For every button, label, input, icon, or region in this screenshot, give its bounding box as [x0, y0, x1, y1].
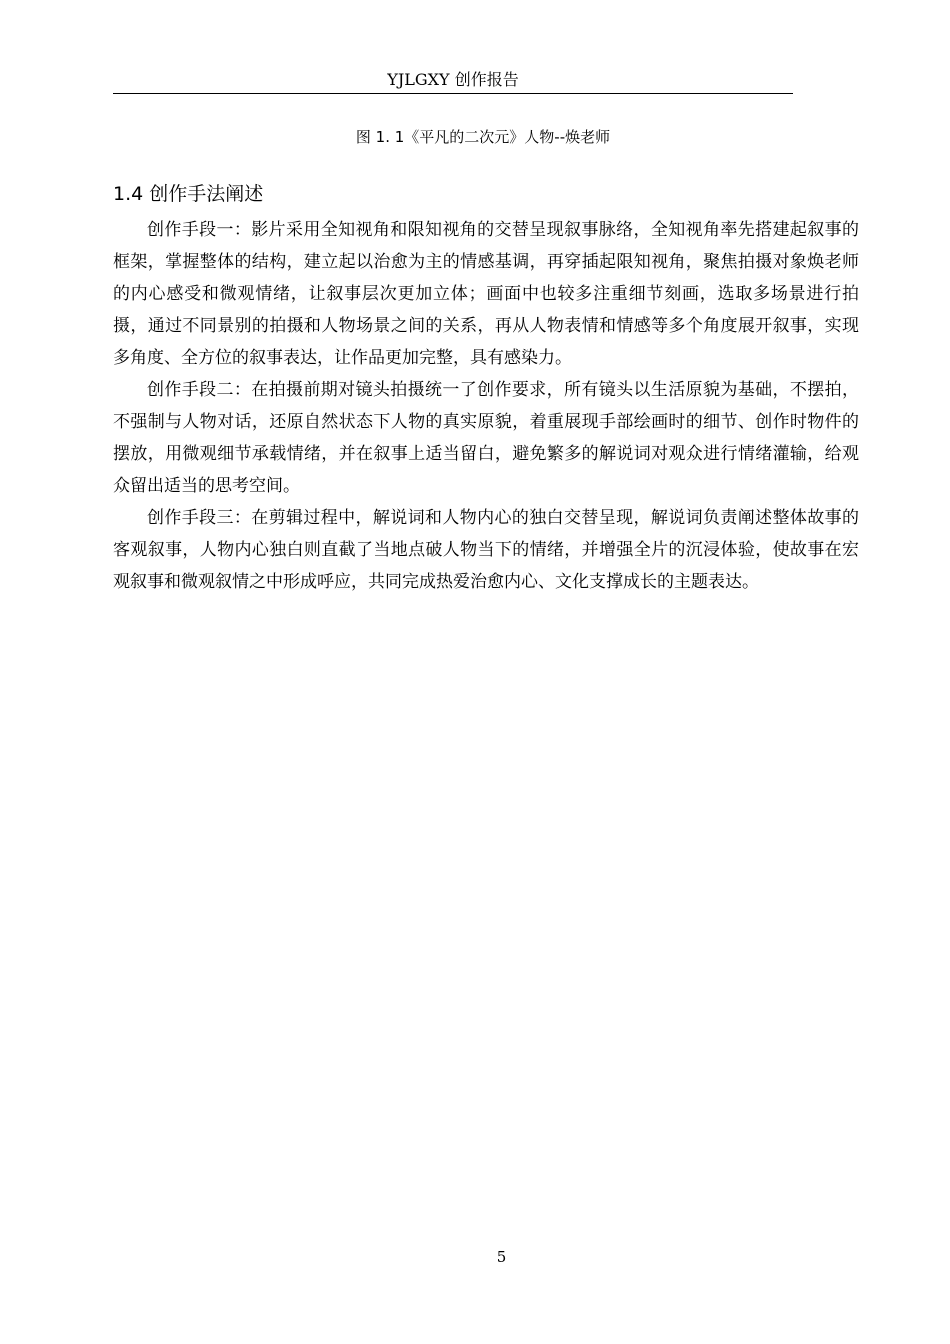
section-body [113, 214, 859, 598]
section-heading: 1.4 创作手法阐述 [113, 183, 264, 205]
paragraph-method-three: 创作手段三：在剪辑过程中，解说词和人物内心的独白交替呈现，解说词负责阐述整体故事的客观叙事，人物内心独白则直截了当地点破人物当下的情绪，并增强全片的沉浸体验，使故事在宏观叙事和微观叙情之中形成呼应，共同完成热爱治愈内心、文化支撑成长的主题表达。 [113, 508, 859, 592]
page-header: YJLGXY 创作报告 [387, 70, 519, 89]
header-divider [113, 93, 793, 94]
paragraph-method-one: 创作手段一：影片采用全知视角和限知视角的交替呈现叙事脉络，全知视角率先搭建起叙事的框架，掌握整体的结构，建立起以治愈为主的情感基调，再穿插起限知视角，聚焦拍摄对象焕老师的内心感受和微观情绪，让叙事层次更加立体；画面中也较多注重细节刻画，选取多场景进行拍摄，通过不同景别的拍摄和人物场景之间的关系，再从人物表情和情感等多个角度展开叙事，实现多角度、全方位的叙事表达，让作品更加完整，具有感染力。 [113, 220, 859, 368]
figure-caption: 图 1. 1《平凡的二次元》人物--焕老师 [355, 128, 611, 146]
paragraph-method-two: 创作手段二：在拍摄前期对镜头拍摄统一了创作要求，所有镜头以生活原貌为基础，不摆拍，不强制与人物对话，还原自然状态下人物的真实原貌，着重展现手部绘画时的细节、创作时物件的摆放，用微观细节承载情绪，并在叙事上适当留白，避免繁多的解说词对观众进行情绪灌输，给观众留出适当的思考空间。 [113, 380, 859, 496]
page-number: 5 [496, 1248, 507, 1266]
